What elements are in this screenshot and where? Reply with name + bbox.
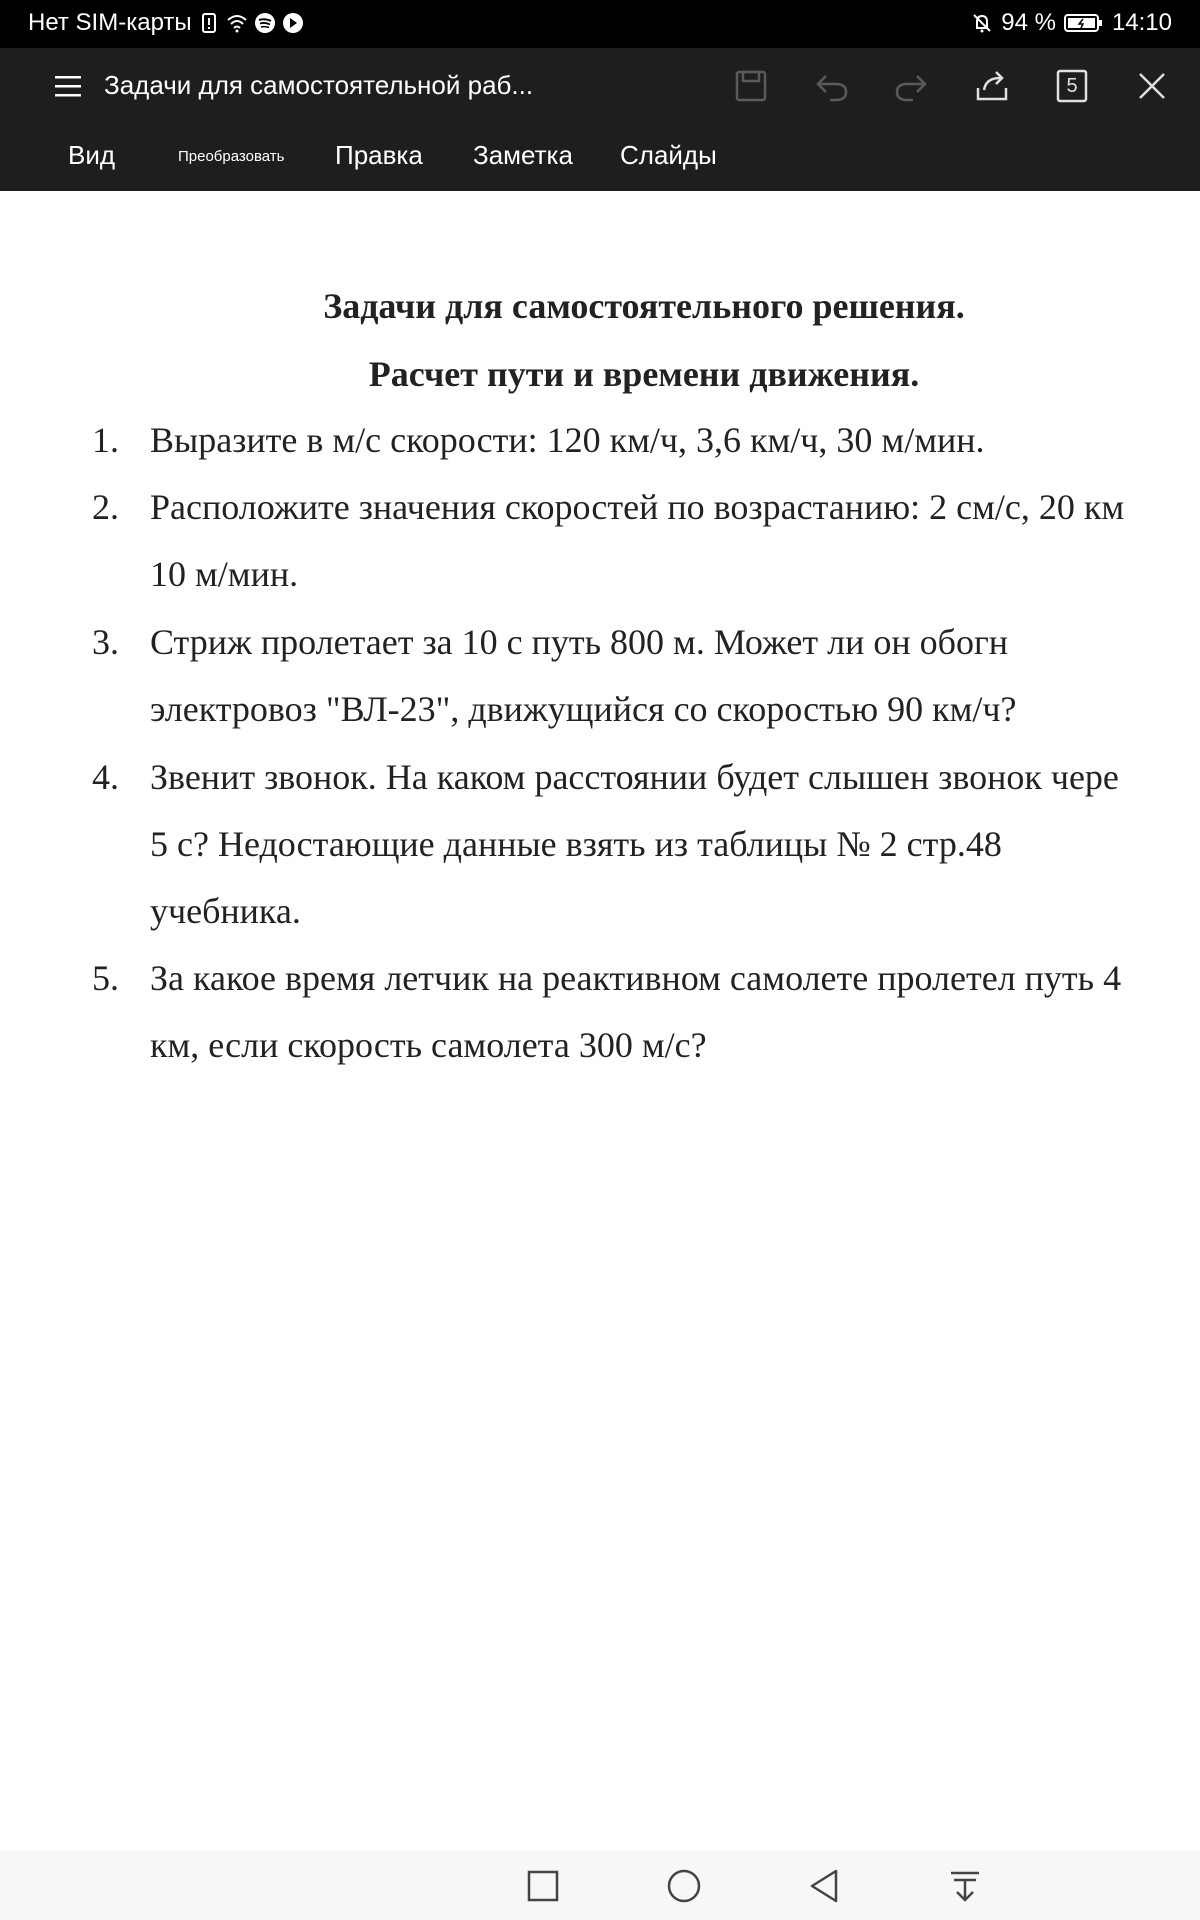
share-icon[interactable] [972, 66, 1012, 106]
tab-note[interactable]: Заметка [473, 140, 573, 170]
back-icon[interactable] [806, 1867, 844, 1905]
list-item-line: 5 с? Недостающие данные взять из таблицы № 2 стр.48 [150, 824, 1002, 864]
document-page[interactable] [0, 191, 1200, 1851]
slides-count: 5 [1066, 74, 1078, 97]
battery-percent: 94 % [1001, 9, 1056, 36]
notifications-pull-icon[interactable] [946, 1867, 984, 1905]
list-item-line: учебника. [150, 891, 301, 931]
sim-alert-icon [198, 12, 220, 34]
close-icon[interactable] [1132, 66, 1172, 106]
wifi-icon [226, 12, 248, 34]
save-icon[interactable] [731, 66, 771, 106]
mute-bell-icon [971, 12, 993, 34]
system-nav-bar [0, 1851, 1200, 1920]
tab-bar [0, 140, 1200, 186]
item-number: 5. [92, 958, 119, 998]
status-right [971, 9, 1172, 37]
tab-view[interactable]: Вид [68, 140, 116, 170]
redo-icon[interactable] [891, 66, 931, 106]
item-number: 1. [92, 420, 119, 460]
page-title: Задачи для самостоятельного решения. [323, 286, 965, 326]
document-title: Задачи для самостоятельной раб... [104, 70, 534, 100]
app-toolbar [0, 48, 1200, 191]
carrier-text: Нет SIM-карты [28, 9, 192, 36]
app-notification-icon [282, 12, 304, 34]
tab-edit[interactable]: Правка [335, 140, 423, 170]
page-subtitle: Расчет пути и времени движения. [368, 354, 920, 394]
clock: 14:10 [1111, 9, 1172, 36]
list-item-line: Звенит звонок. На каком расстоянии будет слышен звонок чере [150, 757, 1119, 797]
list-item-line: электровоз "ВЛ-23", движущийся со скоростью 90 км/ч? [150, 689, 1017, 729]
item-number: 2. [92, 487, 119, 527]
home-icon[interactable] [665, 1867, 703, 1905]
battery-icon [1064, 12, 1104, 34]
slides-count-button[interactable] [1052, 66, 1092, 106]
spotify-icon [254, 12, 276, 34]
list-item-line: км, если скорость самолета 300 м/с? [150, 1025, 707, 1065]
menu-icon[interactable] [52, 70, 84, 102]
status-bar [0, 0, 1200, 48]
list-item-line: 10 м/мин. [150, 554, 299, 594]
list-item-line: Расположите значения скоростей по возрастанию: 2 см/с, 20 км [150, 487, 1125, 527]
item-number: 4. [92, 757, 119, 797]
list-item-line: Стриж пролетает за 10 с путь 800 м. Может ли он обогн [150, 622, 1008, 662]
item-number: 3. [92, 622, 119, 662]
tab-slides[interactable]: Слайды [620, 140, 717, 170]
undo-icon[interactable] [812, 66, 852, 106]
recents-icon[interactable] [524, 1867, 562, 1905]
status-left [28, 9, 304, 37]
list-item-line: Выразите в м/с скорости: 120 км/ч, 3,6 км/ч, 30 м/мин. [150, 420, 985, 460]
tab-convert[interactable]: Преобразовать [178, 148, 285, 165]
list-item-line: За какое время летчик на реактивном самолете пролетел путь 4 [150, 958, 1122, 998]
